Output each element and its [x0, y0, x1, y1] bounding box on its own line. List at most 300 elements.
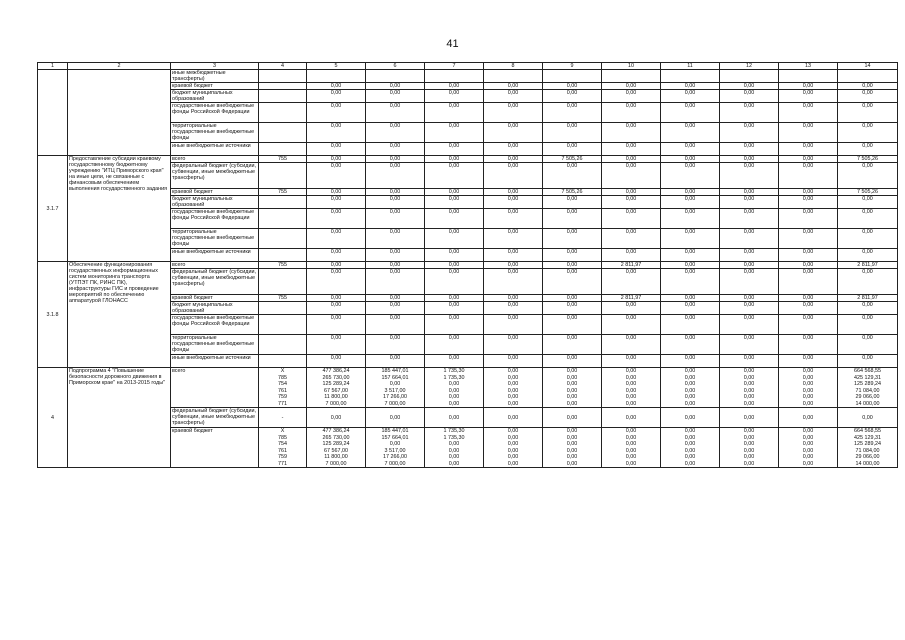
value-cell: 0,00	[307, 355, 366, 368]
budget-table	[37, 62, 898, 468]
value-cell: 0,00	[720, 209, 779, 229]
value: 1 735,30	[443, 368, 465, 374]
value-cell: 0,00	[838, 103, 898, 123]
value: 0,00	[684, 428, 696, 434]
value: 17 266,00	[383, 394, 407, 400]
value: 0,00	[743, 387, 755, 394]
value-cell: 0,00	[543, 196, 602, 209]
value-cell: 0,00	[366, 355, 425, 368]
value-cell: 0,00	[779, 209, 838, 229]
value-cell: 0,00	[779, 83, 838, 90]
value-cell: 0,00	[366, 249, 425, 262]
funding-source-cell: государственные внебюджетные фонды Российской Федерации	[171, 209, 259, 229]
value-cell: 0,00	[838, 249, 898, 262]
value-cell: 0,00	[366, 143, 425, 156]
value: 0,00	[802, 428, 814, 434]
value-cell: 0,00	[838, 302, 898, 315]
value: 0,00	[743, 441, 755, 447]
value-cell: 0,00	[366, 209, 425, 229]
value-cell: 0,00	[838, 209, 898, 229]
value-cell	[602, 70, 661, 83]
value: 0,00	[743, 374, 755, 381]
value: 125 289,24	[854, 441, 881, 447]
value-cell: 0,00	[779, 408, 838, 428]
value: 71 084,00	[855, 447, 880, 454]
value-cell: 0,00	[602, 315, 661, 335]
value-cell: 0,00	[484, 103, 543, 123]
value-cell: 0,00	[425, 90, 484, 103]
header-cell: 11	[661, 63, 720, 70]
code-value: 771	[278, 460, 287, 467]
code-stack-cell	[259, 368, 307, 408]
value: 0,00	[802, 381, 814, 387]
value-cell: 0,00	[543, 143, 602, 156]
value-cell: 0,00	[484, 156, 543, 163]
value-cell: 0,00	[661, 355, 720, 368]
value-cell: 0,00	[307, 408, 366, 428]
value-cell: 0,00	[307, 335, 366, 355]
value: 11 800,00	[324, 394, 348, 400]
value-cell: 0,00	[661, 209, 720, 229]
header-cell: 4	[259, 63, 307, 70]
value-cell: 0,00	[661, 196, 720, 209]
header-cell: 14	[838, 63, 898, 70]
value: 1 735,30	[443, 434, 465, 441]
value: 157 664,01	[381, 434, 409, 441]
value: 0,00	[507, 454, 519, 460]
value-cell: 0,00	[425, 249, 484, 262]
value: 0,00	[625, 394, 637, 400]
funding-source-cell: федеральный бюджет (субсидии, субвенции, иные межбюджетные трансферты)	[171, 269, 259, 295]
description-cell: Обеспечение функционирования государственных информационных систем мониторинга транспорта (УТПЭТ ПК, РИНС ПК), инфраструктуры ГИС и проведение мероприятий по обеспечению аппаратурой ГЛОНАСС	[68, 262, 171, 368]
value-cell: 0,00	[425, 189, 484, 196]
value-cell: 0,00	[661, 189, 720, 196]
value-cell: 0,00	[543, 103, 602, 123]
value-cell	[366, 70, 425, 83]
page-number: 41	[446, 38, 459, 50]
value: 0,00	[566, 454, 578, 460]
value: 0,00	[566, 460, 578, 467]
value: 0,00	[448, 387, 460, 394]
code-value: 761	[278, 387, 287, 394]
value-cell: 0,00	[779, 335, 838, 355]
code-value: 771	[278, 400, 287, 407]
value-cell: 7 505,26	[838, 156, 898, 163]
value-cell: 0,00	[838, 83, 898, 90]
value-cell: 0,00	[425, 143, 484, 156]
value-cell: 0,00	[720, 123, 779, 143]
value: 0,00	[743, 434, 755, 441]
value: 0,00	[566, 381, 578, 387]
header-cell: 8	[484, 63, 543, 70]
value-cell: 0,00	[838, 269, 898, 295]
value-cell: 0,00	[484, 315, 543, 335]
value-cell: 0,00	[366, 335, 425, 355]
code-cell	[259, 249, 307, 262]
value-stack-cell	[779, 428, 838, 468]
code-value: 754	[278, 441, 287, 447]
value-cell: 0,00	[661, 262, 720, 269]
value-cell: 0,00	[425, 196, 484, 209]
value-cell: 0,00	[661, 123, 720, 143]
value-stack-cell	[779, 368, 838, 408]
value-cell: 0,00	[484, 269, 543, 295]
value-cell: 0,00	[602, 229, 661, 249]
value-cell: 0,00	[661, 249, 720, 262]
value: 0,00	[625, 368, 637, 374]
funding-source-cell: краевой бюджет	[171, 428, 259, 468]
value-cell: 0,00	[720, 295, 779, 302]
value-cell: 0,00	[307, 83, 366, 90]
value-cell: 0,00	[484, 295, 543, 302]
value-cell: 0,00	[425, 209, 484, 229]
funding-source-cell: иные внебюджетные источники	[171, 249, 259, 262]
value-stack-cell	[366, 368, 425, 408]
value-cell: 0,00	[366, 189, 425, 196]
value-cell: 0,00	[484, 123, 543, 143]
table-row	[38, 70, 898, 83]
value: 0,00	[802, 400, 814, 407]
funding-source-cell: территориальные государственные внебюджетные фонды	[171, 229, 259, 249]
value-cell: 0,00	[425, 262, 484, 269]
value-stack-cell	[425, 428, 484, 468]
value-cell: 2 811,97	[838, 262, 898, 269]
value-cell: 0,00	[366, 163, 425, 189]
value: 425 129,31	[854, 434, 881, 441]
code-cell	[259, 269, 307, 295]
code-value: 761	[278, 447, 287, 454]
value-cell: 0,00	[779, 269, 838, 295]
value-cell: 0,00	[720, 189, 779, 196]
value-cell: 0,00	[602, 103, 661, 123]
value: 0,00	[507, 460, 519, 467]
value: 0,00	[566, 387, 578, 394]
value: 0,00	[625, 374, 637, 381]
description-cell	[68, 70, 171, 156]
value-stack-cell	[838, 428, 898, 468]
value-cell: 0,00	[779, 156, 838, 163]
value: 7 000,00	[384, 400, 406, 407]
value: 0,00	[625, 454, 637, 460]
value-cell: 0,00	[366, 123, 425, 143]
value-cell	[307, 70, 366, 83]
value-cell: 0,00	[779, 143, 838, 156]
value-cell: 0,00	[720, 143, 779, 156]
value: 7 000,00	[325, 400, 347, 407]
value: 0,00	[507, 441, 519, 447]
code-cell: 755	[259, 262, 307, 269]
header-cell: 9	[543, 63, 602, 70]
value-cell: 0,00	[779, 302, 838, 315]
value: 0,00	[802, 460, 814, 467]
table-body	[38, 63, 898, 468]
value-cell: 0,00	[661, 269, 720, 295]
value-cell: 0,00	[307, 189, 366, 196]
value-cell: 0,00	[602, 249, 661, 262]
value-cell: 0,00	[661, 295, 720, 302]
value-cell: 0,00	[779, 103, 838, 123]
value-cell: 0,00	[779, 189, 838, 196]
code-cell	[259, 90, 307, 103]
row-number-cell: 3.1.7	[38, 156, 68, 262]
value-cell: 0,00	[661, 315, 720, 335]
description-cell: Предоставление субсидии краевому государственному бюджетному учреждению "ИТЦ Приморского края" на иные цели, не связанные с финансовым обеспечением выполнения государственного задания	[68, 156, 171, 262]
value-cell: 0,00	[484, 262, 543, 269]
value: 0,00	[802, 374, 814, 381]
value-cell: 0,00	[543, 295, 602, 302]
value-stack-cell	[602, 428, 661, 468]
value: 0,00	[507, 447, 519, 454]
value: 125 289,24	[322, 381, 350, 387]
value-cell: 0,00	[661, 83, 720, 90]
value-cell: 0,00	[838, 315, 898, 335]
value-cell: 0,00	[661, 302, 720, 315]
value: 0,00	[802, 447, 814, 454]
value-cell: 2 811,97	[602, 295, 661, 302]
value-cell: 0,00	[543, 335, 602, 355]
funding-source-cell: территориальные государственные внебюджетные фонды	[171, 123, 259, 143]
value: 0,00	[802, 387, 814, 394]
code-cell	[259, 355, 307, 368]
value-cell: 0,00	[484, 249, 543, 262]
value-cell: 0,00	[366, 295, 425, 302]
value-cell	[720, 70, 779, 83]
value: 0,00	[448, 460, 460, 467]
value-cell: 0,00	[661, 229, 720, 249]
value-cell: 0,00	[307, 123, 366, 143]
value: 0,00	[802, 434, 814, 441]
value-cell: 0,00	[425, 123, 484, 143]
value-cell: 7 505,26	[543, 156, 602, 163]
value: 3 517,00	[384, 447, 406, 454]
value: 0,00	[566, 400, 578, 407]
header-cell: 7	[425, 63, 484, 70]
value-cell: 0,00	[307, 269, 366, 295]
value-cell: 0,00	[720, 315, 779, 335]
value-stack-cell	[602, 368, 661, 408]
value-stack-cell	[543, 428, 602, 468]
value-cell: 0,00	[720, 196, 779, 209]
value-cell: 0,00	[779, 123, 838, 143]
value: 0,00	[684, 447, 696, 454]
value-cell: 0,00	[779, 196, 838, 209]
value-cell: 0,00	[838, 163, 898, 189]
value-cell: 0,00	[661, 143, 720, 156]
value: 0,00	[625, 447, 637, 454]
value-cell: 0,00	[602, 163, 661, 189]
value-cell: 0,00	[838, 355, 898, 368]
value-cell: 0,00	[661, 335, 720, 355]
header-cell: 1	[38, 63, 68, 70]
value-cell: 0,00	[307, 315, 366, 335]
value: 0,00	[507, 381, 519, 387]
value-stack-cell	[307, 428, 366, 468]
value: 7 000,00	[325, 460, 347, 467]
value-stack-cell	[484, 428, 543, 468]
code-cell	[259, 315, 307, 335]
value-cell: 0,00	[720, 249, 779, 262]
value-cell: 0,00	[543, 229, 602, 249]
value-cell: 0,00	[602, 355, 661, 368]
value-cell: 0,00	[307, 163, 366, 189]
funding-source-cell: территориальные государственные внебюджетные фонды	[171, 335, 259, 355]
value: 0,00	[684, 387, 696, 394]
value: 265 730,00	[322, 434, 350, 441]
value-cell: 0,00	[484, 229, 543, 249]
value: 0,00	[448, 454, 460, 460]
value-cell: 0,00	[720, 262, 779, 269]
value-cell: 0,00	[779, 355, 838, 368]
value: 67 567,00	[324, 387, 348, 394]
value: 7 000,00	[384, 460, 406, 467]
value: 125 289,24	[322, 441, 350, 447]
code-cell	[259, 83, 307, 90]
value-cell: 0,00	[307, 103, 366, 123]
value-cell: 0,00	[838, 90, 898, 103]
value-cell: 7 505,26	[543, 189, 602, 196]
value: 0,00	[507, 374, 519, 381]
value-cell: 0,00	[779, 295, 838, 302]
value-cell: 0,00	[602, 83, 661, 90]
value-cell: 0,00	[838, 335, 898, 355]
value-cell: 0,00	[307, 302, 366, 315]
value: 0,00	[507, 400, 519, 407]
value-cell: 0,00	[838, 123, 898, 143]
value-cell: 0,00	[366, 302, 425, 315]
code-cell: 755	[259, 156, 307, 163]
code-cell	[259, 143, 307, 156]
funding-source-cell: всего	[171, 156, 259, 163]
value: 0,00	[507, 428, 519, 434]
funding-source-cell: бюджет муниципальных образований	[171, 302, 259, 315]
value-cell: 0,00	[307, 156, 366, 163]
value: 0,00	[448, 394, 460, 400]
value: 0,00	[802, 441, 814, 447]
value: 1 735,30	[443, 374, 465, 381]
value: 157 664,01	[381, 374, 409, 381]
value: 0,00	[448, 400, 460, 407]
value-cell	[425, 70, 484, 83]
value-cell	[484, 70, 543, 83]
value-cell: 0,00	[543, 355, 602, 368]
value: 0,00	[743, 428, 755, 434]
value: 0,00	[743, 400, 755, 407]
value-cell: 0,00	[366, 262, 425, 269]
value-cell: 0,00	[425, 408, 484, 428]
funding-source-cell: краевой бюджет	[171, 189, 259, 196]
value-cell: 0,00	[720, 83, 779, 90]
funding-source-cell: бюджет муниципальных образований	[171, 90, 259, 103]
value-cell: 0,00	[543, 83, 602, 90]
value: 0,00	[448, 381, 460, 387]
value-cell: 0,00	[484, 189, 543, 196]
value-cell: 0,00	[366, 229, 425, 249]
code-value: 785	[278, 374, 287, 381]
value-cell: 0,00	[484, 163, 543, 189]
value-cell: 0,00	[661, 163, 720, 189]
value: 0,00	[566, 368, 578, 374]
value-cell: 0,00	[543, 269, 602, 295]
value-cell: 0,00	[425, 295, 484, 302]
value-stack-cell	[425, 368, 484, 408]
value-cell	[838, 70, 898, 83]
value-cell: 0,00	[366, 408, 425, 428]
header-row	[38, 63, 898, 70]
code-stack-cell	[259, 428, 307, 468]
value: 0,00	[684, 374, 696, 381]
value: 0,00	[389, 381, 401, 387]
value-cell	[543, 70, 602, 83]
value-stack-cell	[838, 368, 898, 408]
value: 3 517,00	[384, 387, 406, 394]
value: 0,00	[507, 394, 519, 400]
value-cell: 0,00	[543, 315, 602, 335]
value: 0,00	[743, 394, 755, 400]
value-cell: 0,00	[425, 335, 484, 355]
funding-source-cell: всего	[171, 262, 259, 269]
header-cell: 13	[779, 63, 838, 70]
value-cell: 0,00	[720, 408, 779, 428]
value-cell: 0,00	[602, 269, 661, 295]
value-stack-cell	[661, 428, 720, 468]
funding-source-cell: иные внебюджетные источники	[171, 143, 259, 156]
value-cell: 7 505,26	[838, 189, 898, 196]
header-cell: 10	[602, 63, 661, 70]
funding-source-cell: бюджет муниципальных образований	[171, 196, 259, 209]
value-cell: 0,00	[484, 408, 543, 428]
value-cell: 0,00	[720, 90, 779, 103]
value: 0,00	[743, 368, 755, 374]
value: 0,00	[448, 447, 460, 454]
value-cell: 0,00	[366, 156, 425, 163]
value-cell: 0,00	[779, 90, 838, 103]
value-cell: 0,00	[307, 90, 366, 103]
value: 17 266,00	[383, 454, 407, 460]
code-cell	[259, 70, 307, 83]
value: 29 066,00	[855, 394, 880, 400]
value-cell: 0,00	[543, 90, 602, 103]
code-cell	[259, 302, 307, 315]
value: 0,00	[802, 454, 814, 460]
value-stack-cell	[307, 368, 366, 408]
value: 71 084,00	[855, 387, 880, 394]
value-cell: 0,00	[602, 302, 661, 315]
value-cell: 0,00	[779, 249, 838, 262]
value-cell: 0,00	[838, 196, 898, 209]
value: 0,00	[566, 374, 578, 381]
value-cell	[661, 70, 720, 83]
value: 0,00	[507, 368, 519, 374]
value: 0,00	[684, 460, 696, 467]
value-cell: 0,00	[425, 269, 484, 295]
value: 477 386,24	[322, 368, 350, 374]
value-cell: 0,00	[720, 163, 779, 189]
value: 0,00	[625, 400, 637, 407]
row-number-cell	[38, 70, 68, 156]
value-cell: 0,00	[720, 335, 779, 355]
value-cell: 0,00	[484, 196, 543, 209]
value: 125 289,24	[854, 381, 881, 387]
value: 0,00	[743, 454, 755, 460]
code-cell	[259, 335, 307, 355]
value: 0,00	[625, 441, 637, 447]
funding-source-cell: иные межбюджетные трансферты)	[171, 70, 259, 83]
value: 0,00	[625, 460, 637, 467]
value-cell: 0,00	[425, 156, 484, 163]
value: 11 800,00	[324, 454, 348, 460]
value-cell: 0,00	[425, 83, 484, 90]
value-cell: 0,00	[366, 269, 425, 295]
